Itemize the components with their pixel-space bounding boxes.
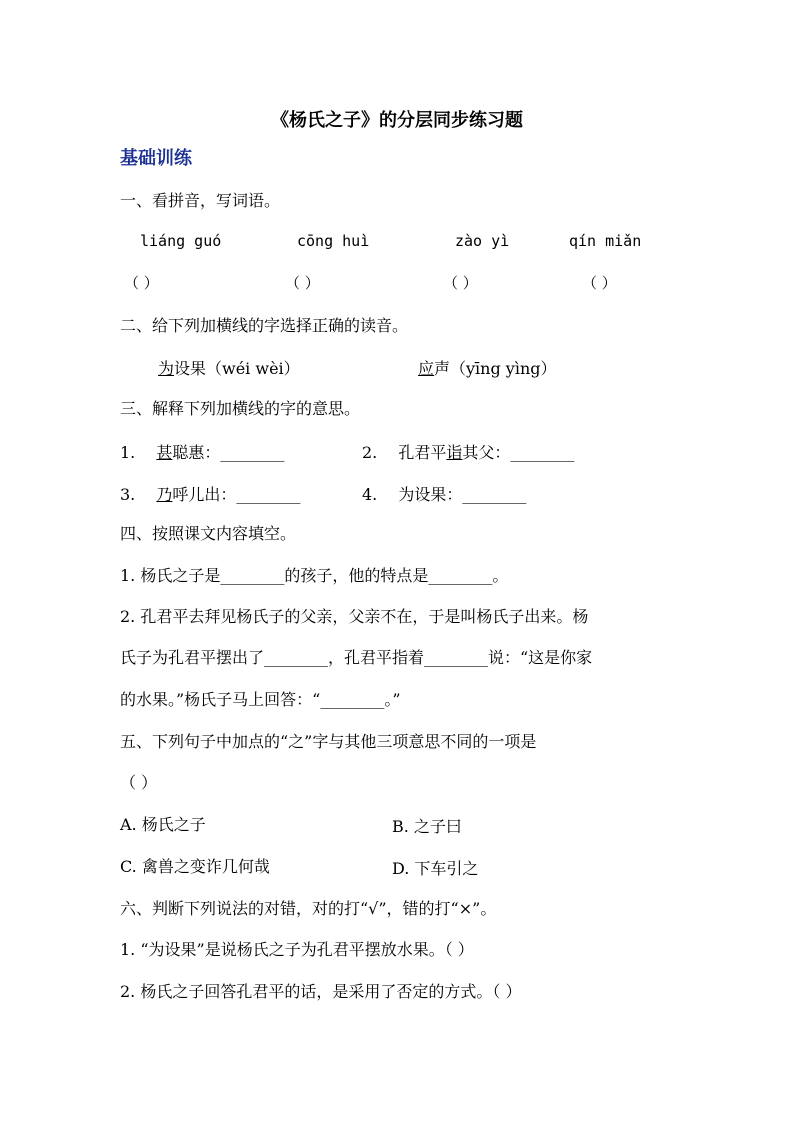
q3-item-1-underlined: 甚 [156,443,173,462]
q1-pinyin-3: zào yì [455,232,510,250]
section-heading: 基础训练 [120,148,192,169]
q2-item-2 [418,356,557,379]
q2-item-2-underlined: 应 [418,359,435,378]
q1-answer-blank-4: （ ） [582,274,617,292]
q5-option-d: D. 下车引之 [392,859,479,878]
q1-pinyin-1: liáng guó [140,232,222,250]
q3-item-2-number: 2. [362,443,378,462]
q3-item-3 [120,482,300,505]
q5-option-a: A. 杨氏之子 [120,815,206,834]
q4-line-2: 2. 孔君平去拜见杨氏子的父亲，父亲不在，于是叫杨氏子出来。杨 [120,607,589,626]
q1-answer-blank-3: （ ） [443,274,478,292]
page-title: 《杨氏之子》的分层同步练习题 [271,110,523,131]
q3-item-4-text: 为设果：________ [398,485,527,504]
q1-pinyin-4: qín miǎn [569,232,642,250]
q1-pinyin-2: cōng huì [297,232,370,250]
q3-item-2-pre: 孔君平 [398,443,447,462]
q3-item-1 [120,440,284,463]
q3-item-4-number: 4. [362,485,378,504]
q2-heading: 二、给下列加横线的字选择正确的读音。 [120,316,409,335]
q3-item-2-underlined: 诣 [446,443,463,462]
q5-answer-paren: （ ） [120,773,158,792]
q6-heading: 六、判断下列说法的对错，对的打“√”，错的打“×”。 [120,899,497,918]
q3-heading: 三、解释下列加横线的字的意思。 [120,399,361,418]
q3-item-2-text: 其父：________ [462,443,575,462]
q4-line-1: 1. 杨氏之子是________的孩子，他的特点是________。 [120,566,509,585]
q2-item-1-text: 设果（wéi wèi） [174,359,300,378]
q4-line-4: 的水果。”杨氏子马上回答：“________。” [120,690,401,709]
q1-answer-blank-2: （ ） [285,274,320,292]
q3-item-2 [362,440,574,463]
q5-heading: 五、下列句子中加点的“之”字与其他三项意思不同的一项是 [120,732,537,751]
q2-item-1-underlined: 为 [158,359,175,378]
q5-option-b: B. 之子曰 [392,817,462,836]
q5-option-c: C. 禽兽之变诈几何哉 [120,857,270,876]
q1-heading: 一、看拼音，写词语。 [120,191,281,210]
q2-item-1 [158,356,300,379]
q3-item-3-underlined: 乃 [156,485,173,504]
q3-item-1-text: 聪惠：________ [172,443,285,462]
q3-item-4 [362,482,526,505]
q3-item-1-number: 1. [120,443,136,462]
q6-line-2: 2. 杨氏之子回答孔君平的话，是采用了否定的方式。（ ） [120,982,522,1001]
q3-item-3-number: 3. [120,485,136,504]
q2-item-2-text: 声（yīng yìng） [434,359,557,378]
q4-line-3: 氏子为孔君平摆出了________，孔君平指着________说：“这是你家 [120,648,593,667]
q4-heading: 四、按照课文内容填空。 [120,524,297,543]
q1-answer-blank-1: （ ） [124,274,159,292]
q3-item-3-text: 呼儿出：________ [172,485,301,504]
q6-line-1: 1. “为设果”是说杨氏之子为孔君平摆放水果。（ ） [120,940,474,959]
